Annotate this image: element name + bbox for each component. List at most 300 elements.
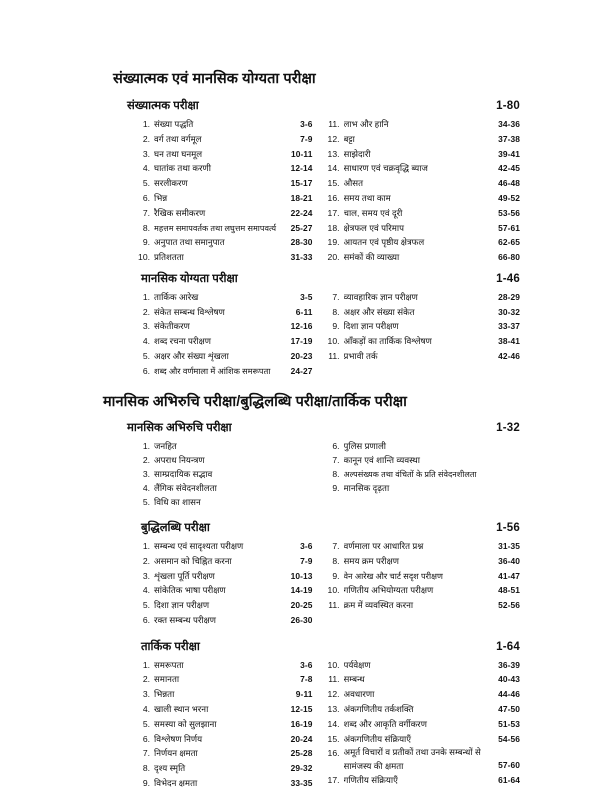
toc-entry[interactable] bbox=[135, 290, 313, 305]
section-page-range: 1-46 bbox=[496, 272, 520, 285]
entry-label: अंकगणितीय संक्रियाएँ bbox=[343, 733, 412, 744]
entry-number: 9. bbox=[332, 321, 340, 332]
entry-page-range: 25-28 bbox=[290, 748, 313, 759]
toc-entry[interactable] bbox=[135, 319, 313, 334]
entry-label: दिशा ज्ञान परीक्षण bbox=[343, 321, 399, 332]
entry-number: 6. bbox=[142, 614, 150, 625]
entry-page-range: 3-6 bbox=[300, 540, 313, 551]
section-page-range: 1-64 bbox=[496, 640, 520, 653]
toc-entry[interactable] bbox=[135, 672, 313, 687]
entry-number: 9. bbox=[332, 483, 340, 494]
toc-entry[interactable] bbox=[135, 569, 313, 584]
entry-page-range: 31-35 bbox=[498, 540, 520, 551]
entry-number: 14. bbox=[327, 718, 340, 729]
entry-number: 4. bbox=[142, 585, 150, 596]
entry-page-range: 48-51 bbox=[498, 585, 520, 596]
entry-number: 7. bbox=[332, 540, 340, 551]
section-mental-ability bbox=[113, 272, 520, 379]
entry-page-range: 44-46 bbox=[498, 689, 520, 700]
toc-entry[interactable] bbox=[325, 773, 521, 788]
toc-entry[interactable] bbox=[135, 439, 313, 453]
entry-label: समय तथा काम bbox=[343, 192, 391, 203]
entry-number: 8. bbox=[332, 306, 340, 317]
entry-number: 20. bbox=[327, 252, 340, 263]
entry-number: 6. bbox=[142, 192, 150, 203]
entry-page-range: 12-15 bbox=[290, 703, 313, 714]
entry-page-range: 9-11 bbox=[295, 689, 313, 700]
entry-label: साझेदारी bbox=[343, 148, 371, 159]
column-right bbox=[317, 117, 521, 265]
entry-number: 3. bbox=[142, 570, 150, 581]
entry-label: विधि का शासन bbox=[154, 496, 201, 507]
entry-page-range: 66-80 bbox=[498, 252, 520, 263]
toc-entry[interactable] bbox=[135, 250, 313, 265]
entry-label: संख्या पद्धति bbox=[154, 119, 194, 130]
entry-page-range: 18-21 bbox=[290, 192, 313, 203]
toc-entry[interactable] bbox=[325, 658, 521, 673]
entry-number: 1. bbox=[142, 659, 150, 670]
entry-page-range: 24-27 bbox=[290, 365, 313, 376]
entry-number: 6. bbox=[332, 440, 340, 451]
toc-entry[interactable] bbox=[325, 117, 521, 132]
entry-number: 5. bbox=[142, 496, 150, 507]
section-header bbox=[113, 272, 520, 287]
toc-entry[interactable] bbox=[135, 235, 313, 250]
column-right bbox=[317, 539, 521, 628]
section-entry-columns bbox=[113, 658, 520, 791]
toc-entry[interactable] bbox=[325, 319, 521, 334]
entry-label: भिन्नता bbox=[154, 689, 175, 700]
entry-label: पर्यवेक्षण bbox=[343, 659, 371, 670]
toc-entry[interactable] bbox=[325, 221, 521, 236]
column-left bbox=[113, 117, 317, 265]
entry-page-range: 42-45 bbox=[498, 163, 520, 174]
toc-entry[interactable] bbox=[135, 481, 313, 495]
entry-number: 2. bbox=[142, 674, 150, 685]
entry-page-range: 7-9 bbox=[300, 133, 313, 144]
entry-label: समय क्रम परीक्षण bbox=[343, 555, 399, 566]
entry-number: 2. bbox=[142, 306, 150, 317]
entry-label: समंकों की व्याख्या bbox=[343, 252, 400, 263]
toc-entry[interactable] bbox=[325, 132, 521, 147]
entry-label: रैखिक समीकरण bbox=[154, 207, 206, 218]
entry-label: विभेदन क्षमता bbox=[154, 777, 198, 788]
entry-label: अंकगणितीय तर्कशक्ति bbox=[343, 703, 414, 714]
toc-entry[interactable] bbox=[325, 453, 521, 467]
entry-page-range: 3-5 bbox=[300, 291, 313, 302]
entry-label: रक्त सम्बन्ध परीक्षण bbox=[154, 614, 216, 625]
toc-entry[interactable] bbox=[325, 702, 521, 717]
entry-number: 3. bbox=[142, 321, 150, 332]
entry-label: प्रभावी तर्क bbox=[343, 350, 378, 361]
entry-number: 11. bbox=[328, 119, 340, 130]
toc-entry[interactable] bbox=[325, 334, 521, 349]
toc-entry[interactable] bbox=[135, 732, 313, 747]
section-title: संख्यात्मक परीक्षा bbox=[127, 100, 199, 113]
section-entry-columns bbox=[113, 539, 520, 628]
entry-number: 2. bbox=[142, 133, 150, 144]
entry-page-range: 14-19 bbox=[290, 585, 313, 596]
entry-number: 1. bbox=[142, 540, 150, 551]
entry-page-range: 7-8 bbox=[300, 674, 313, 685]
entry-label: शृंखला पूर्ति परीक्षण bbox=[154, 570, 215, 581]
entry-number: 6. bbox=[142, 733, 150, 744]
section-page-range: 1-80 bbox=[496, 100, 520, 113]
toc-entry[interactable] bbox=[325, 191, 521, 206]
entry-number: 10. bbox=[138, 252, 150, 263]
toc-entry[interactable] bbox=[135, 117, 313, 132]
entry-page-range: 46-48 bbox=[498, 178, 520, 189]
entry-number: 19. bbox=[327, 237, 340, 248]
entry-page-range: 34-36 bbox=[498, 119, 520, 130]
entry-label: संकेत सम्बन्ध विश्लेषण bbox=[154, 306, 225, 317]
toc-entry[interactable] bbox=[135, 191, 313, 206]
entry-number: 5. bbox=[142, 718, 150, 729]
entry-number: 11. bbox=[328, 600, 340, 611]
entry-label: शब्द और आकृति वर्गीकरण bbox=[343, 718, 427, 729]
entry-label: वर्णमाला पर आधारित प्रश्न bbox=[343, 540, 424, 551]
entry-label: लाभ और हानि bbox=[343, 119, 389, 130]
entry-page-range: 22-24 bbox=[290, 207, 313, 218]
toc-entry[interactable] bbox=[135, 583, 313, 598]
entry-page-range: 62-65 bbox=[498, 237, 520, 248]
entry-page-range: 36-40 bbox=[498, 555, 520, 566]
entry-label: शब्द और वर्णमाला में आंशिक समरूपता bbox=[154, 366, 271, 376]
column-left bbox=[113, 290, 317, 379]
toc-entry[interactable] bbox=[325, 235, 521, 250]
entry-label: तार्किक आरेख bbox=[154, 291, 199, 302]
entry-number: 3. bbox=[142, 148, 150, 159]
toc-entry[interactable] bbox=[135, 176, 313, 191]
entry-label: महत्तम समापवर्तक तथा लघुत्तम समापवर्त्य bbox=[154, 223, 277, 233]
entry-number: 4. bbox=[142, 336, 150, 347]
entry-label: सम्बन्ध एवं सादृश्यता परीक्षण bbox=[154, 540, 244, 551]
entry-number: 9. bbox=[142, 777, 150, 788]
entry-page-range: 39-41 bbox=[498, 148, 520, 159]
entry-label: आँकड़ों का तार्किक विश्लेषण bbox=[343, 336, 432, 347]
section-iq bbox=[113, 521, 520, 628]
entry-number: 11. bbox=[328, 350, 340, 361]
toc-entry[interactable] bbox=[135, 364, 313, 379]
toc-entry[interactable] bbox=[135, 702, 313, 717]
entry-label: आयतन एवं पृष्ठीय क्षेत्रफल bbox=[343, 237, 425, 248]
entry-page-range: 47-50 bbox=[498, 703, 520, 714]
entry-number: 13. bbox=[327, 148, 340, 159]
entry-page-range: 36-39 bbox=[498, 659, 520, 670]
entry-page-range: 54-56 bbox=[498, 733, 520, 744]
entry-page-range: 28-29 bbox=[498, 291, 520, 302]
section-header bbox=[113, 99, 520, 114]
toc-entry[interactable] bbox=[135, 132, 313, 147]
entry-number: 7. bbox=[332, 454, 340, 465]
section-mental-aptitude bbox=[113, 421, 520, 509]
entry-page-range: 29-32 bbox=[290, 763, 313, 774]
entry-number: 1. bbox=[142, 440, 150, 451]
toc-entry[interactable] bbox=[135, 613, 313, 628]
toc-entry[interactable] bbox=[135, 349, 313, 364]
entry-label: लैंगिक संवेदनशीलता bbox=[154, 482, 217, 493]
toc-entry[interactable] bbox=[325, 687, 521, 702]
toc-entry[interactable] bbox=[325, 598, 521, 613]
entry-label: चाल, समय एवं दूरी bbox=[343, 207, 403, 218]
entry-number: 4. bbox=[142, 482, 150, 493]
entry-label: घातांक तथा करणी bbox=[154, 163, 211, 174]
section-page-range: 1-32 bbox=[496, 421, 520, 434]
toc-entry[interactable] bbox=[135, 334, 313, 349]
entry-label: मानसिक दृढ़ता bbox=[343, 483, 390, 494]
entry-page-range: 12-14 bbox=[290, 163, 313, 174]
entry-page-range: 51-53 bbox=[498, 718, 520, 729]
entry-page-range: 3-6 bbox=[300, 119, 313, 130]
entry-number: 16. bbox=[327, 748, 340, 759]
entry-number: 5. bbox=[142, 178, 150, 189]
toc-entry[interactable] bbox=[135, 746, 313, 761]
section-reasoning bbox=[113, 640, 520, 791]
entry-number: 16. bbox=[327, 192, 340, 203]
entry-label: साम्प्रदायिक सद्भाव bbox=[154, 468, 213, 479]
entry-page-range: 37-38 bbox=[498, 133, 520, 144]
entry-label: कानून एवं शान्ति व्यवस्था bbox=[343, 454, 420, 465]
column-right bbox=[317, 290, 521, 379]
entry-label: खाली स्थान भरना bbox=[154, 703, 209, 714]
entry-page-range: 28-30 bbox=[290, 237, 313, 248]
entry-number: 8. bbox=[142, 763, 150, 774]
entry-number: 4. bbox=[142, 163, 150, 174]
toc-entry[interactable] bbox=[325, 206, 521, 221]
column-left bbox=[113, 439, 317, 509]
toc-entry[interactable] bbox=[135, 467, 313, 481]
entry-page-range: 20-23 bbox=[290, 350, 313, 361]
section-header bbox=[113, 640, 520, 655]
page-title-numerical-mental: संख्यात्मक एवं मानसिक योग्यता परीक्षा bbox=[113, 71, 316, 87]
entry-page-range: 61-64 bbox=[498, 774, 520, 785]
entry-number: 8. bbox=[332, 555, 340, 566]
entry-label: अक्षर और संख्या संकेत bbox=[343, 306, 415, 317]
toc-entry[interactable] bbox=[135, 206, 313, 221]
entry-number: 17. bbox=[327, 207, 340, 218]
toc-entry[interactable] bbox=[325, 746, 521, 773]
entry-label: वेन आरेख और चार्ट सदृश परीक्षण bbox=[343, 571, 443, 581]
toc-entry[interactable] bbox=[325, 305, 521, 320]
entry-label: पुलिस प्रणाली bbox=[343, 440, 387, 451]
toc-entry[interactable] bbox=[325, 250, 521, 265]
entry-number: 13. bbox=[327, 703, 340, 714]
entry-label: गणितीय संक्रियाएँ bbox=[343, 774, 398, 785]
section-entry-columns bbox=[113, 439, 520, 509]
entry-page-range: 57-60 bbox=[498, 760, 520, 771]
entry-page-range: 10-13 bbox=[290, 570, 313, 581]
entry-label: अमूर्त विचारों व प्रतीकों तथा उनके सम्बन्धों से सामंजस्य की क्षमता bbox=[343, 747, 481, 771]
entry-number: 7. bbox=[142, 207, 150, 218]
entry-page-range: 20-24 bbox=[290, 733, 313, 744]
entry-number: 11. bbox=[328, 674, 340, 685]
section-numerical bbox=[113, 99, 520, 265]
toc-entry[interactable] bbox=[325, 147, 521, 162]
entry-label: गणितीय अभियोग्यता परीक्षण bbox=[343, 585, 434, 596]
entry-number: 8. bbox=[332, 468, 340, 479]
entry-label: असमान को चिह्नित करना bbox=[154, 555, 232, 566]
toc-entry[interactable] bbox=[325, 349, 521, 364]
toc-entry[interactable] bbox=[135, 598, 313, 613]
entry-label: वर्ग तथा वर्गमूल bbox=[154, 133, 202, 144]
entry-page-range: 7-9 bbox=[300, 555, 313, 566]
section-header bbox=[113, 421, 520, 436]
column-left bbox=[113, 539, 317, 628]
entry-page-range: 40-43 bbox=[498, 674, 520, 685]
entry-page-range: 6-11 bbox=[295, 306, 313, 317]
toc-entry[interactable] bbox=[325, 583, 521, 598]
entry-number: 7. bbox=[142, 748, 150, 759]
toc-entry[interactable] bbox=[325, 717, 521, 732]
toc-entry[interactable] bbox=[325, 554, 521, 569]
entry-page-range: 17-19 bbox=[290, 336, 313, 347]
entry-page-range: 15-17 bbox=[290, 178, 313, 189]
entry-label: दृश्य स्मृति bbox=[154, 763, 186, 774]
entry-label: शब्द रचना परीक्षण bbox=[154, 336, 212, 347]
toc-entry[interactable] bbox=[135, 221, 313, 236]
toc-entry[interactable] bbox=[325, 732, 521, 747]
entry-label: समस्या को सुलझाना bbox=[154, 718, 217, 729]
entry-page-range: 49-52 bbox=[498, 192, 520, 203]
entry-number: 5. bbox=[142, 600, 150, 611]
column-right bbox=[317, 439, 521, 509]
entry-number: 9. bbox=[332, 570, 340, 581]
toc-entry[interactable] bbox=[135, 554, 313, 569]
entry-label: समरूपता bbox=[154, 659, 184, 670]
entry-label: साधारण एवं चक्रवृद्धि ब्याज bbox=[343, 163, 428, 174]
entry-number: 18. bbox=[327, 222, 340, 233]
entry-label: अवधारणा bbox=[343, 689, 375, 700]
entry-label: औसत bbox=[343, 178, 363, 189]
entry-number: 6. bbox=[142, 365, 150, 376]
section-entry-columns bbox=[113, 117, 520, 265]
entry-label: व्यावहारिक ज्ञान परीक्षण bbox=[343, 291, 418, 302]
toc-entry[interactable] bbox=[135, 717, 313, 732]
entry-number: 10. bbox=[327, 336, 340, 347]
toc-entry[interactable] bbox=[135, 687, 313, 702]
toc-entry[interactable] bbox=[135, 147, 313, 162]
entry-number: 8. bbox=[142, 222, 150, 233]
section-title: तार्किक परीक्षा bbox=[141, 640, 200, 653]
entry-number: 10. bbox=[327, 659, 340, 670]
entry-label: विश्लेषण निर्णय bbox=[154, 733, 203, 744]
entry-number: 1. bbox=[142, 291, 150, 302]
entry-label: सम्बन्ध bbox=[343, 674, 365, 685]
entry-page-range: 16-19 bbox=[290, 718, 313, 729]
entry-label: क्षेत्रफल एवं परिमाप bbox=[343, 222, 405, 233]
entry-number: 10. bbox=[327, 585, 340, 596]
toc-entry[interactable] bbox=[135, 761, 313, 776]
toc-entry[interactable] bbox=[325, 290, 521, 305]
toc-entry[interactable] bbox=[135, 161, 313, 176]
entry-label: भिन्न bbox=[154, 192, 168, 203]
entry-page-range: 12-16 bbox=[290, 321, 313, 332]
entry-number: 2. bbox=[142, 555, 150, 566]
entry-label: घन तथा घनमूल bbox=[154, 148, 203, 159]
entry-number: 5. bbox=[142, 350, 150, 361]
entry-label: अनुपात तथा समानुपात bbox=[154, 237, 225, 248]
entry-label: प्रतिशतता bbox=[154, 252, 184, 263]
entry-number: 1. bbox=[142, 119, 150, 130]
entry-page-range: 20-25 bbox=[290, 600, 313, 611]
entry-number: 3. bbox=[142, 689, 150, 700]
entry-number: 9. bbox=[142, 237, 150, 248]
entry-number: 17. bbox=[327, 774, 340, 785]
entry-page-range: 52-56 bbox=[498, 600, 520, 611]
section-title: बुद्धिलब्धि परीक्षा bbox=[141, 522, 210, 535]
toc-entry[interactable] bbox=[325, 539, 521, 554]
entry-number: 15. bbox=[327, 733, 340, 744]
entry-label: क्रम में व्यवस्थित करना bbox=[343, 600, 414, 611]
entry-page-range: 41-47 bbox=[498, 570, 520, 581]
entry-number: 4. bbox=[142, 703, 150, 714]
entry-number: 7. bbox=[332, 291, 340, 302]
entry-label: सरलीकरण bbox=[154, 178, 188, 189]
entry-number: 14. bbox=[327, 163, 340, 174]
entry-page-range: 25-27 bbox=[290, 222, 313, 233]
section-title: मानसिक योग्यता परीक्षा bbox=[141, 272, 238, 285]
column-left bbox=[113, 658, 317, 791]
entry-page-range: 33-37 bbox=[498, 321, 520, 332]
entry-label: निर्णयन क्षमता bbox=[154, 748, 198, 759]
entry-page-range: 26-30 bbox=[290, 614, 313, 625]
entry-page-range: 38-41 bbox=[498, 336, 520, 347]
section-page-range: 1-56 bbox=[496, 522, 520, 535]
section-title: मानसिक अभिरुचि परीक्षा bbox=[127, 421, 232, 434]
entry-number: 15. bbox=[327, 178, 340, 189]
entry-label: अपराध नियन्त्रण bbox=[154, 454, 205, 465]
entry-page-range: 33-35 bbox=[290, 777, 313, 788]
entry-number: 12. bbox=[327, 689, 340, 700]
entry-page-range: 42-46 bbox=[498, 350, 520, 361]
section-header bbox=[113, 521, 520, 536]
entry-label: समानता bbox=[154, 674, 180, 685]
entry-page-range: 3-6 bbox=[300, 659, 313, 670]
entry-number: 2. bbox=[142, 454, 150, 465]
toc-entry[interactable] bbox=[325, 439, 521, 453]
toc-entry[interactable] bbox=[135, 453, 313, 467]
toc-entry[interactable] bbox=[135, 658, 313, 673]
entry-page-range: 30-32 bbox=[498, 306, 520, 317]
toc-entry[interactable] bbox=[135, 495, 313, 509]
toc-entry[interactable] bbox=[325, 569, 521, 584]
column-right bbox=[317, 658, 521, 791]
entry-number: 12. bbox=[327, 133, 340, 144]
toc-entry[interactable] bbox=[325, 672, 521, 687]
entry-label: अक्षर और संख्या शृंखला bbox=[154, 350, 229, 361]
entry-label: अल्पसंख्यक तथा वंचितों के प्रति संवेदनशीलता bbox=[343, 469, 477, 479]
entry-label: सांकेतिक भाषा परीक्षण bbox=[154, 585, 226, 596]
entry-page-range: 31-33 bbox=[290, 252, 313, 263]
toc-entry[interactable] bbox=[135, 776, 313, 791]
toc-entry[interactable] bbox=[325, 467, 521, 481]
toc-entry[interactable] bbox=[325, 161, 521, 176]
entry-label: बट्टा bbox=[343, 133, 355, 144]
toc-entry[interactable] bbox=[135, 539, 313, 554]
entry-label: दिशा ज्ञान परीक्षण bbox=[154, 600, 210, 611]
entry-page-range: 10-11 bbox=[291, 148, 313, 159]
toc-entry[interactable] bbox=[325, 481, 521, 495]
entry-label: जनहित bbox=[154, 440, 177, 451]
toc-entry[interactable] bbox=[135, 305, 313, 320]
section-entry-columns bbox=[113, 290, 520, 379]
page-title-aptitude-iq-reasoning: मानसिक अभिरुचि परीक्षा/बुद्धिलब्धि परीक्षा/तार्किक परीक्षा bbox=[103, 393, 407, 410]
entry-page-range: 53-56 bbox=[498, 207, 520, 218]
toc-entry[interactable] bbox=[325, 176, 521, 191]
entry-page-range: 57-61 bbox=[498, 222, 520, 233]
entry-label: संकेतीकरण bbox=[154, 321, 190, 332]
entry-number: 3. bbox=[142, 468, 150, 479]
